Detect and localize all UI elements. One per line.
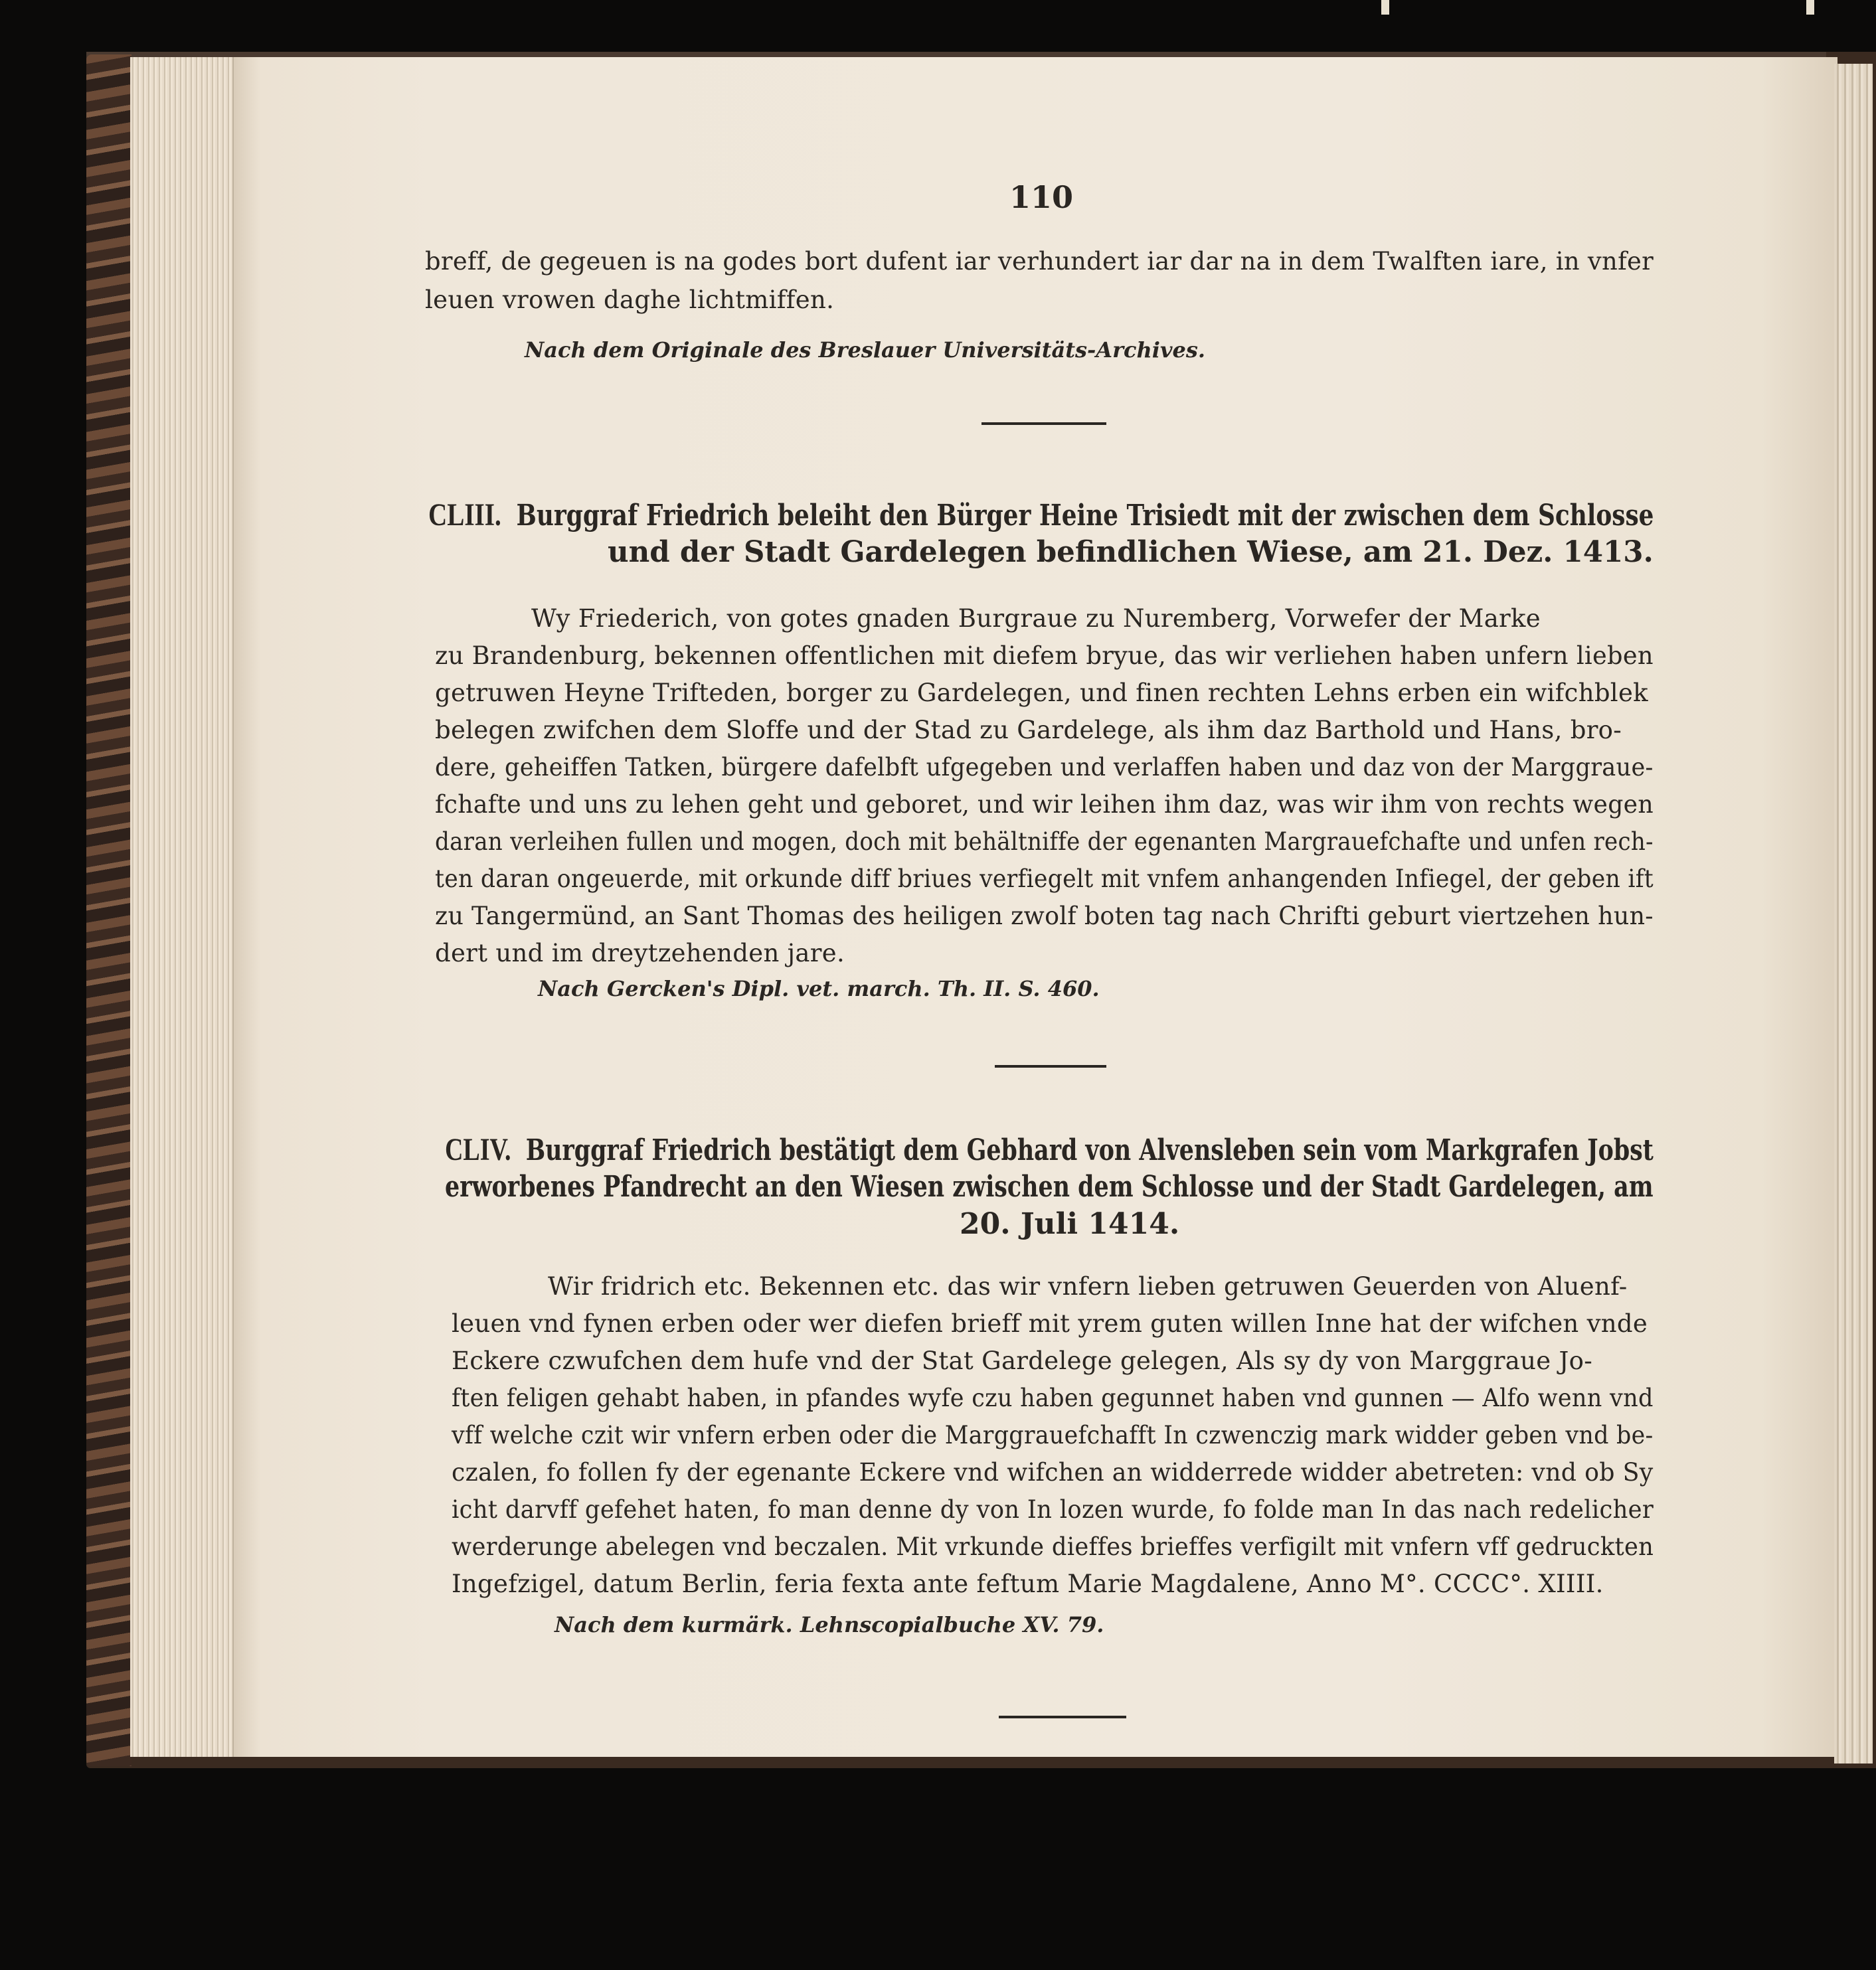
source-note: Nach dem Originale des Breslauer Universitäts-Archives.	[525, 337, 1205, 363]
text-line: czalen, fo follen fy der egenante Eckere vnd wifchen an widderrede widder abetreten: vnd ob Sy	[452, 1458, 1654, 1487]
text-line: zu Tangermünd, an Sant Thomas des heiligen zwolf boten tag nach Chrifti geburt viertzehen hun-	[435, 902, 1654, 930]
text-line: vff welche czit wir vnfern erben oder die Marggrauefchafft In czwenczig mark widder geben vnd be-	[452, 1421, 1654, 1449]
text-line: Wir fridrich etc. Bekennen etc. das wir vnfern lieben getruwen Geuerden von Aluenf-	[548, 1272, 1628, 1301]
text-line: werderunge abelegen vnd beczalen. Mit vrkunde dieffes brieffes verfigilt mit vnfern vff gedruckten	[452, 1532, 1654, 1561]
text-line: icht darvff gefehet haten, fo man denne dy von In lozen wurde, fo folde man In das nach redelicher	[452, 1495, 1654, 1524]
text-line: belegen zwifchen dem Sloffe und der Stad zu Gardelege, als ihm daz Barthold und Hans, bro-	[435, 716, 1622, 744]
section-heading	[428, 497, 1654, 533]
page-number: 110	[1009, 179, 1074, 215]
section-title-line: und der Stadt Gardelegen befindlichen Wiese, am 21. Dez. 1413.	[608, 535, 1654, 569]
scan-mark	[1806, 0, 1814, 15]
section-number: CLIV.	[445, 1132, 511, 1167]
text-line: Wy Friederich, von gotes gnaden Burgraue zu Nuremberg, Vorwefer der Marke	[531, 604, 1541, 633]
right-page-edges	[1834, 64, 1873, 1764]
text-line: getruwen Heyne Trifteden, borger zu Gardelegen, und finen rechten Lehns erben ein wifchblek	[435, 679, 1648, 707]
text-line: leuen vnd fynen erben oder wer diefen brieff mit yrem guten willen Inne hat der wifchen vnde	[452, 1309, 1648, 1338]
text-line: zu Brandenburg, bekennen offentlichen mit diefem bryue, das wir verliehen haben unfern lieben	[435, 641, 1654, 670]
text-line: dert und im dreytzehenden jare.	[435, 939, 845, 967]
text-line: Ingefzigel, datum Berlin, feria fexta ante feftum Marie Magdalene, Anno M°. CCCC°. XIIII.	[452, 1570, 1604, 1598]
text-line: ten daran ongeuerde, mit orkunde diff briues verfiegelt mit vnfem anhangenden Infiegel, der geben ift	[435, 864, 1654, 893]
left-page-edges	[130, 57, 236, 1757]
section-number: CLIII.	[428, 497, 501, 533]
section-title-line: Burggraf Friedrich beleiht den Bürger Heine Trisiedt mit der zwischen dem Schlosse	[516, 499, 1654, 533]
scan-mark	[1381, 0, 1389, 15]
section-divider	[995, 1065, 1106, 1068]
section-title-line: erworbenes Pfandrecht an den Wiesen zwischen dem Schlosse und der Stadt Gardelegen, am	[445, 1170, 1654, 1204]
text-line: breff, de gegeuen is na godes bort dufent iar verhundert iar dar na in dem Twalften iare, in vnfer	[425, 247, 1654, 276]
text-line: Eckere czwufchen dem hufe vnd der Stat Gardelege gelegen, Als sy dy von Marggraue Jo-	[452, 1347, 1593, 1375]
source-note: Nach Gercken's Dipl. vet. march. Th. II. S. 460.	[538, 976, 1100, 1001]
section-divider	[999, 1716, 1126, 1718]
text-line: fchafte und uns zu lehen geht und geboret, und wir leihen ihm daz, was wir ihm von rechts wegen	[435, 790, 1654, 819]
section-heading	[445, 1131, 1654, 1168]
section-title-line: Burggraf Friedrich bestätigt dem Gebhard von Alvensleben sein vom Markgrafen Jobst	[525, 1133, 1654, 1167]
text-line: dere, geheiffen Tatken, bürgere dafelbft ufgegeben und verlaffen haben und daz von der Marggraue-	[435, 753, 1654, 781]
text-line: ften feligen gehabt haben, in pfandes wyfe czu haben gegunnet haben vnd gunnen — Alfo wenn vnd	[452, 1384, 1654, 1412]
text-line: leuen vrowen daghe lichtmiffen.	[425, 286, 835, 314]
section-divider	[981, 422, 1106, 425]
source-note: Nach dem kurmärk. Lehnscopialbuche XV. 79.	[554, 1612, 1104, 1637]
text-line: daran verleihen fullen und mogen, doch mit behältniffe der egenanten Margrauefchafte und unfen rech-	[435, 827, 1654, 856]
section-title-line: 20. Juli 1414.	[960, 1207, 1180, 1241]
marbled-cover-edge	[86, 54, 131, 1766]
